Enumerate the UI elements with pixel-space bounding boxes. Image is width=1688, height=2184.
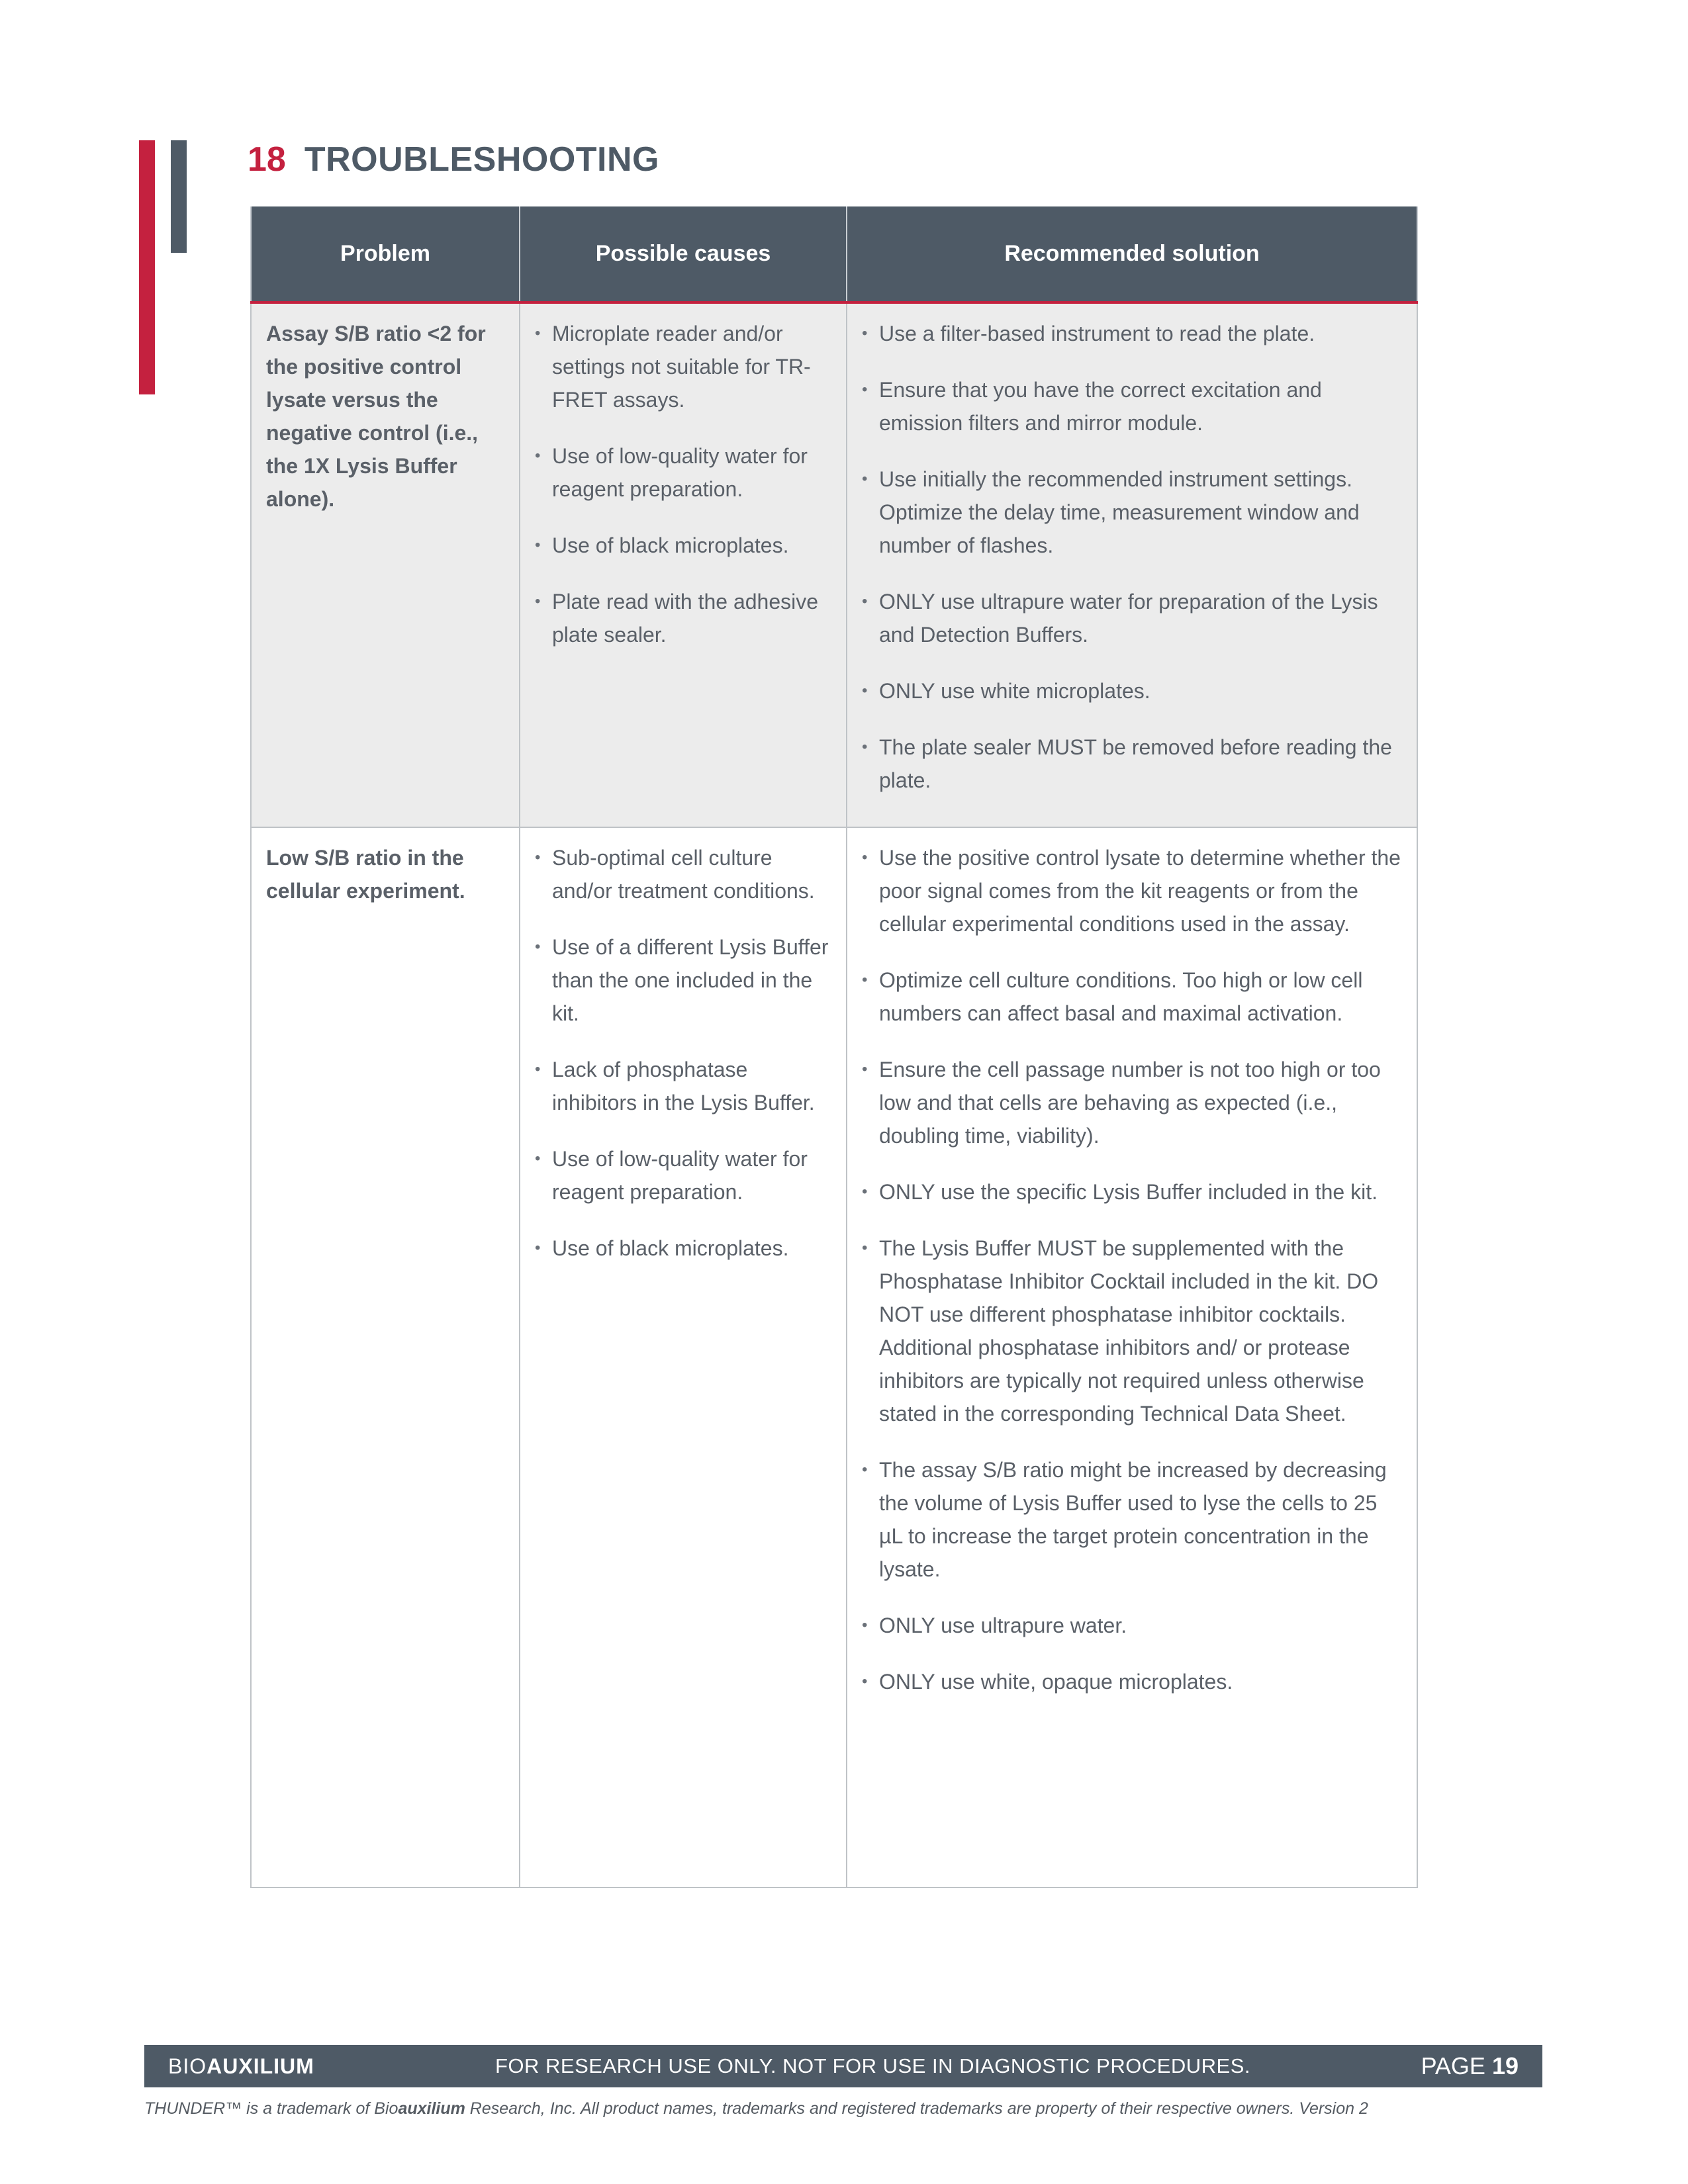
brand-prefix: BIO — [168, 2054, 207, 2078]
list-item: • The Lysis Buffer MUST be supplemented with the Phosphatase Inhibitor Cocktail included in the kit. DO NOT use different phosphatase inhibitor cocktails. Additional phosphatase inhibitors and/ or protease inhibitors are typically not required unless otherwise stated in the corresponding Technical Data Sheet. — [862, 1232, 1402, 1430]
table-row — [251, 827, 1417, 1888]
list-item: • Use of low-quality water for reagent preparation. — [535, 439, 831, 506]
page-indicator — [1421, 2052, 1519, 2080]
header-recommended-solution: Recommended solution — [847, 206, 1417, 302]
causes-list — [535, 317, 831, 651]
footer-brand-logo — [168, 2054, 314, 2079]
list-item: • Optimize cell culture conditions. Too high or low cell numbers can affect basal and maximal activation. — [862, 964, 1402, 1030]
header-possible-causes: Possible causes — [520, 206, 847, 302]
problem-cell: Assay S/B ratio <2 for the positive control lysate versus the negative control (i.e., the 1X Lysis Buffer alone). — [251, 302, 520, 827]
list-item: • Lack of phosphatase inhibitors in the Lysis Buffer. — [535, 1053, 831, 1119]
problem-cell: Low S/B ratio in the cellular experiment. — [251, 827, 520, 1888]
footer-bar — [144, 2045, 1542, 2087]
research-use-notice: FOR RESEARCH USE ONLY. NOT FOR USE IN DIAGNOSTIC PROCEDURES. — [495, 2054, 1251, 2077]
list-item: • Sub-optimal cell culture and/or treatment conditions. — [535, 841, 831, 907]
causes-cell — [520, 302, 847, 827]
list-item: • Use of low-quality water for reagent preparation. — [535, 1142, 831, 1208]
list-item: • Use a filter-based instrument to read the plate. — [862, 317, 1402, 350]
list-item: • Use the positive control lysate to determine whether the poor signal comes from the kit reagents or from the cellular experimental conditions used in the assay. — [862, 841, 1402, 940]
table-row — [251, 302, 1417, 827]
brand-suffix: AUXILIUM — [207, 2054, 314, 2078]
page-number: 19 — [1491, 2052, 1519, 2079]
list-item: • ONLY use ultrapure water. — [862, 1609, 1402, 1642]
list-item: • Use initially the recommended instrument settings. Optimize the delay time, measurement window and number of flashes. — [862, 463, 1402, 562]
page-label: PAGE — [1421, 2052, 1485, 2079]
list-item: • Use of black microplates. — [535, 529, 831, 562]
trademark-notice — [144, 2099, 1548, 2118]
list-item: • The assay S/B ratio might be increased by decreasing the volume of Lysis Buffer used to lyse the cells to 25 µL to increase the target protein concentration in the lysate. — [862, 1453, 1402, 1586]
list-item: • Microplate reader and/or settings not suitable for TR-FRET assays. — [535, 317, 831, 416]
solutions-list — [862, 317, 1402, 797]
causes-list — [535, 841, 831, 1265]
section-title: TROUBLESHOOTING — [304, 140, 660, 179]
section-heading — [248, 136, 659, 183]
solutions-cell — [847, 827, 1417, 1888]
accent-bar-slate — [171, 140, 187, 253]
trademark-bold: auxilium — [398, 2099, 465, 2118]
section-number: 18 — [248, 140, 286, 179]
list-item: • ONLY use white, opaque microplates. — [862, 1665, 1402, 1698]
trademark-post: Research, Inc. All product names, trademarks and registered trademarks are property of their respective owners. Version 2 — [465, 2099, 1368, 2118]
solutions-cell — [847, 302, 1417, 827]
list-item: • The plate sealer MUST be removed before reading the plate. — [862, 731, 1402, 797]
trademark-pre: THUNDER™ is a trademark of Bio — [144, 2099, 399, 2118]
list-item: • Plate read with the adhesive plate sealer. — [535, 585, 831, 651]
list-item: • ONLY use the specific Lysis Buffer included in the kit. — [862, 1175, 1402, 1208]
list-item: • ONLY use white microplates. — [862, 674, 1402, 707]
list-item: • Ensure that you have the correct excitation and emission filters and mirror module. — [862, 373, 1402, 439]
accent-bar-red — [139, 140, 155, 394]
causes-cell — [520, 827, 847, 1888]
table-header-row — [251, 206, 1417, 302]
list-item: • Use of black microplates. — [535, 1232, 831, 1265]
list-item: • Ensure the cell passage number is not too high or too low and that cells are behaving as expected (i.e., doubling time, viability). — [862, 1053, 1402, 1152]
troubleshooting-table — [250, 206, 1418, 1888]
list-item: • ONLY use ultrapure water for preparation of the Lysis and Detection Buffers. — [862, 585, 1402, 651]
list-item: • Use of a different Lysis Buffer than the one included in the kit. — [535, 931, 831, 1030]
header-problem: Problem — [251, 206, 520, 302]
solutions-list — [862, 841, 1402, 1698]
